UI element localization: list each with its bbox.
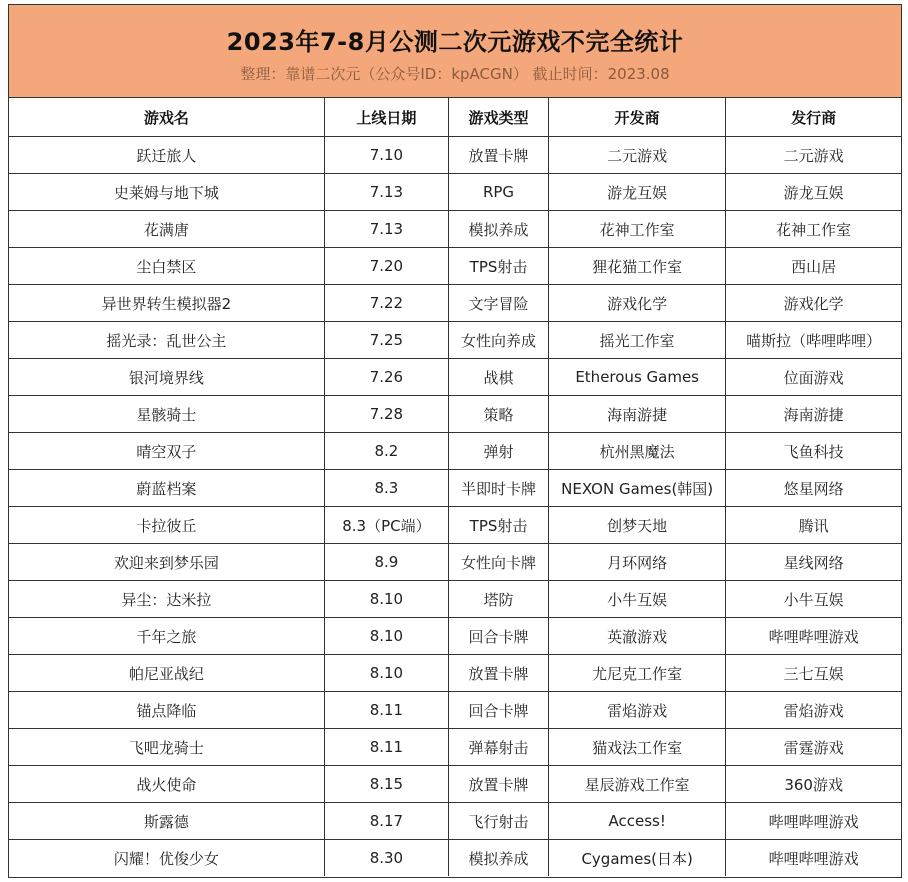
- title-banner: [9, 5, 901, 98]
- cell-game-type: 女性向养成: [448, 322, 548, 359]
- cell-game-type: 文字冒险: [448, 285, 548, 322]
- cell-game-name: 花满唐: [9, 211, 324, 248]
- cell-game-name: 帕尼亚战纪: [9, 655, 324, 692]
- cell-game-name: 战火使命: [9, 766, 324, 803]
- cell-publisher: 二元游戏: [726, 137, 901, 174]
- cell-game-name: 晴空双子: [9, 433, 324, 470]
- cell-publisher: 哔哩哔哩游戏: [726, 618, 901, 655]
- cell-launch-date: 8.11: [324, 729, 448, 766]
- cell-game-type: 放置卡牌: [448, 655, 548, 692]
- cell-publisher: 腾讯: [726, 507, 901, 544]
- cell-developer: 游戏化学: [549, 285, 726, 322]
- page-subtitle: 整理：靠谱二次元（公众号ID：kpACGN） 截止时间：2023.08: [240, 65, 670, 83]
- cell-launch-date: 8.10: [324, 655, 448, 692]
- cell-developer: 狸花猫工作室: [549, 248, 726, 285]
- cell-launch-date: 8.17: [324, 803, 448, 840]
- cell-developer: 英澈游戏: [549, 618, 726, 655]
- cell-publisher: 哔哩哔哩游戏: [726, 840, 901, 877]
- cell-publisher: 悠星网络: [726, 470, 901, 507]
- cell-developer: 花神工作室: [549, 211, 726, 248]
- cell-launch-date: 8.10: [324, 581, 448, 618]
- table-row: [9, 359, 901, 396]
- cell-game-type: TPS射击: [448, 248, 548, 285]
- table-row: [9, 433, 901, 470]
- table-body: [9, 137, 901, 877]
- cell-game-name: 斯露德: [9, 803, 324, 840]
- cell-developer: NEXON Games(韩国): [549, 470, 726, 507]
- cell-launch-date: 7.28: [324, 396, 448, 433]
- game-table: [9, 98, 901, 876]
- cell-game-type: 弹幕射击: [448, 729, 548, 766]
- table-row: [9, 285, 901, 322]
- cell-developer: 星辰游戏工作室: [549, 766, 726, 803]
- table-row: [9, 544, 901, 581]
- cell-launch-date: 7.20: [324, 248, 448, 285]
- cell-game-name: 闪耀！优俊少女: [9, 840, 324, 877]
- cell-game-type: 放置卡牌: [448, 766, 548, 803]
- table-row: [9, 729, 901, 766]
- cell-launch-date: 7.26: [324, 359, 448, 396]
- cell-publisher: 星线网络: [726, 544, 901, 581]
- cell-game-name: 尘白禁区: [9, 248, 324, 285]
- cell-developer: 月环网络: [549, 544, 726, 581]
- cell-publisher: 海南游捷: [726, 396, 901, 433]
- table-row: [9, 174, 901, 211]
- cell-game-name: 蔚蓝档案: [9, 470, 324, 507]
- cell-game-type: 女性向卡牌: [448, 544, 548, 581]
- cell-game-name: 星骸骑士: [9, 396, 324, 433]
- table-row: [9, 507, 901, 544]
- table-row: [9, 211, 901, 248]
- cell-launch-date: 7.22: [324, 285, 448, 322]
- cell-publisher: 西山居: [726, 248, 901, 285]
- cell-game-type: 塔防: [448, 581, 548, 618]
- cell-developer: 游龙互娱: [549, 174, 726, 211]
- cell-launch-date: 8.3: [324, 470, 448, 507]
- cell-developer: 尤尼克工作室: [549, 655, 726, 692]
- cell-developer: 雷焰游戏: [549, 692, 726, 729]
- cell-game-name: 银河境界线: [9, 359, 324, 396]
- cell-launch-date: 8.11: [324, 692, 448, 729]
- table-header-row: [9, 98, 901, 137]
- cell-publisher: 游龙互娱: [726, 174, 901, 211]
- cell-game-name: 异世界转生模拟器2: [9, 285, 324, 322]
- cell-publisher: 游戏化学: [726, 285, 901, 322]
- table-row: [9, 137, 901, 174]
- column-header-publisher: 发行商: [726, 98, 901, 137]
- cell-game-name: 史莱姆与地下城: [9, 174, 324, 211]
- cell-launch-date: 7.13: [324, 174, 448, 211]
- cell-publisher: 360游戏: [726, 766, 901, 803]
- table-row: [9, 692, 901, 729]
- cell-launch-date: 8.2: [324, 433, 448, 470]
- cell-developer: 摇光工作室: [549, 322, 726, 359]
- cell-launch-date: 8.30: [324, 840, 448, 877]
- cell-launch-date: 7.10: [324, 137, 448, 174]
- page-title: 2023年7-8月公测二次元游戏不完全统计: [226, 28, 684, 56]
- table-row: [9, 840, 901, 877]
- table-row: [9, 470, 901, 507]
- cell-publisher: 哔哩哔哩游戏: [726, 803, 901, 840]
- cell-publisher: 雷焰游戏: [726, 692, 901, 729]
- cell-launch-date: 8.3（PC端）: [324, 507, 448, 544]
- cell-game-type: 模拟养成: [448, 211, 548, 248]
- cell-game-name: 欢迎来到梦乐园: [9, 544, 324, 581]
- table-row: [9, 803, 901, 840]
- cell-developer: 小牛互娱: [549, 581, 726, 618]
- cell-game-name: 跃迁旅人: [9, 137, 324, 174]
- cell-game-name: 摇光录：乱世公主: [9, 322, 324, 359]
- cell-developer: Cygames(日本): [549, 840, 726, 877]
- cell-developer: 创梦天地: [549, 507, 726, 544]
- cell-publisher: 飞鱼科技: [726, 433, 901, 470]
- cell-publisher: 位面游戏: [726, 359, 901, 396]
- cell-publisher: 雷霆游戏: [726, 729, 901, 766]
- cell-game-name: 千年之旅: [9, 618, 324, 655]
- cell-publisher: 小牛互娱: [726, 581, 901, 618]
- cell-game-name: 卡拉彼丘: [9, 507, 324, 544]
- cell-game-name: 异尘：达米拉: [9, 581, 324, 618]
- column-header-developer: 开发商: [549, 98, 726, 137]
- column-header-game-type: 游戏类型: [448, 98, 548, 137]
- table-row: [9, 655, 901, 692]
- cell-game-name: 飞吧龙骑士: [9, 729, 324, 766]
- cell-launch-date: 8.9: [324, 544, 448, 581]
- cell-launch-date: 8.15: [324, 766, 448, 803]
- statistics-card: [8, 4, 902, 878]
- cell-developer: 二元游戏: [549, 137, 726, 174]
- column-header-launch-date: 上线日期: [324, 98, 448, 137]
- cell-developer: Etherous Games: [549, 359, 726, 396]
- cell-game-type: 放置卡牌: [448, 137, 548, 174]
- table-row: [9, 322, 901, 359]
- cell-launch-date: 7.13: [324, 211, 448, 248]
- cell-game-type: 战棋: [448, 359, 548, 396]
- cell-publisher: 三七互娱: [726, 655, 901, 692]
- cell-game-type: 模拟养成: [448, 840, 548, 877]
- cell-game-type: 飞行射击: [448, 803, 548, 840]
- cell-game-type: RPG: [448, 174, 548, 211]
- cell-game-type: 弹射: [448, 433, 548, 470]
- cell-game-type: 回合卡牌: [448, 692, 548, 729]
- cell-game-type: 半即时卡牌: [448, 470, 548, 507]
- cell-game-type: 策略: [448, 396, 548, 433]
- column-header-game-name: 游戏名: [9, 98, 324, 137]
- table-row: [9, 618, 901, 655]
- cell-game-name: 锚点降临: [9, 692, 324, 729]
- table-row: [9, 766, 901, 803]
- cell-game-type: TPS射击: [448, 507, 548, 544]
- cell-developer: Access!: [549, 803, 726, 840]
- cell-developer: 杭州黑魔法: [549, 433, 726, 470]
- cell-publisher: 喵斯拉（哔哩哔哩）: [726, 322, 901, 359]
- cell-game-type: 回合卡牌: [448, 618, 548, 655]
- table-row: [9, 396, 901, 433]
- cell-launch-date: 7.25: [324, 322, 448, 359]
- cell-launch-date: 8.10: [324, 618, 448, 655]
- cell-developer: 猫戏法工作室: [549, 729, 726, 766]
- cell-publisher: 花神工作室: [726, 211, 901, 248]
- table-row: [9, 248, 901, 285]
- cell-developer: 海南游捷: [549, 396, 726, 433]
- table-row: [9, 581, 901, 618]
